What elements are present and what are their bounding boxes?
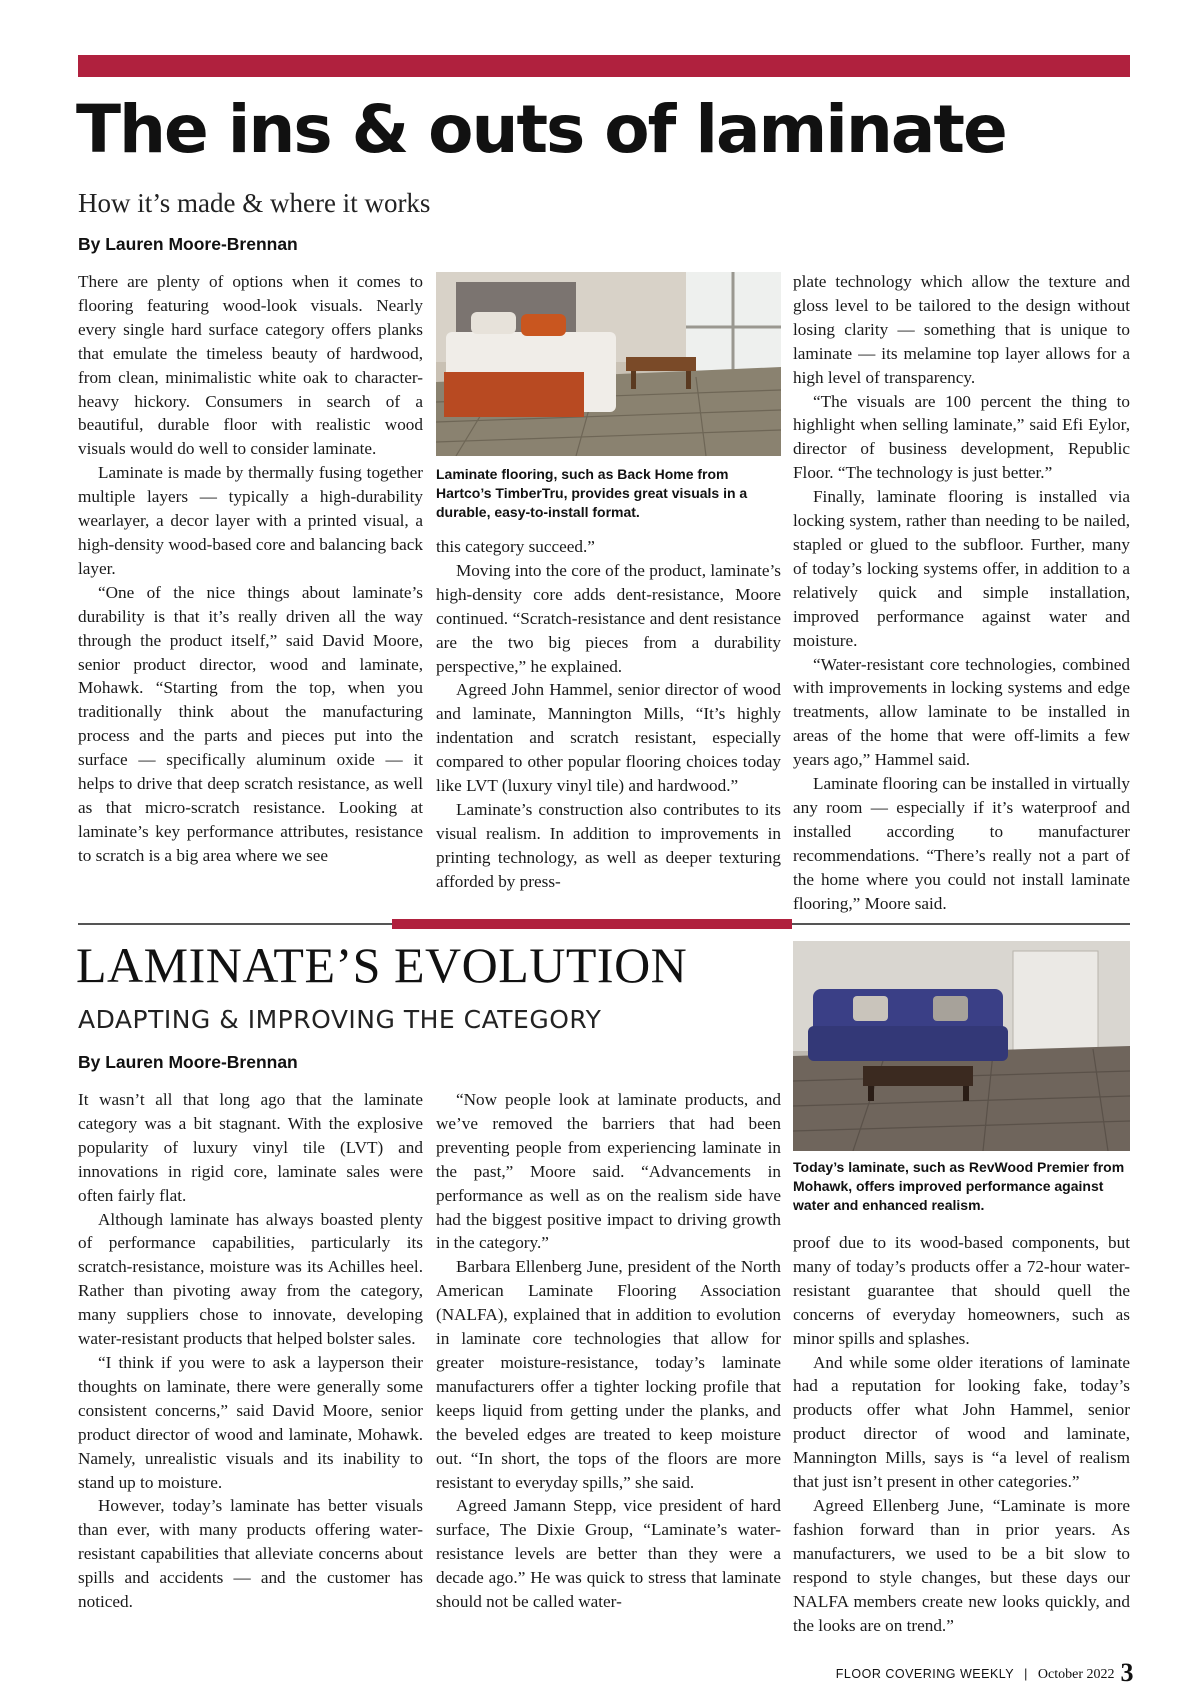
paragraph: Agreed Ellenberg June, “Laminate is more fashion forward than in prior years. As manufacturers, we used to be a bit slow to respond to style changes, but these days our NALFA members create new looks quickly, and the looks are on trend.” [793, 1495, 1130, 1635]
section-divider-accent [392, 919, 792, 929]
photo-caption: Today’s laminate, such as RevWood Premier from Mohawk, offers improved performance against water and enhanced realism. [793, 1159, 1125, 1213]
paragraph: plate technology which allow the texture and gloss level to be tailored to the design without losing clarity — something that is unique to laminate — its melamine top layer allows for a high level of transparency. [793, 272, 1130, 387]
article2-column-3 [793, 1231, 1130, 1637]
article2-column-1 [78, 1088, 423, 1614]
paragraph: “Water-resistant core technologies, combined with improvements in locking systems and edge treatments, allow laminate to be installed in areas of the home that were off-limits a few years ago,” Hammel said. [793, 654, 1130, 770]
living-room-laminate-photo [793, 941, 1130, 1151]
paragraph: “One of the nice things about laminate’s durability is that it’s really driven all the way through the product itself,” said David Moore, senior product director, wood and laminate, Mohawk. “Starting from the top, when you traditionally think about the manufacturing process and the parts and pieces put into the surface — specifically aluminum oxide — it helps to drive that deep scratch resistance, as well as that micro-scratch resistance. Looking at laminate’s key performance attributes, resistance to scratch is a big area where we see [78, 582, 423, 865]
publication-name: FLOOR COVERING WEEKLY [835, 1667, 1015, 1681]
paragraph: Agreed John Hammel, senior director of wood and laminate, Mannington Mills, “It’s highly indentation and scratch resistant, especially compared to other popular flooring choices today like LVT (luxury vinyl tile) and hardwood.” [436, 680, 781, 796]
paragraph: “The visuals are 100 percent the thing to highlight when selling laminate,” said Efi Eylor, director of business development, Republic Floor. “The technology is just better.” [793, 391, 1130, 483]
paragraph: Laminate flooring can be installed in virtually any room — especially if it’s waterproof and installed according to manufacturer recommendations. “There’s really not a part of the home where you could not install laminate flooring,” Moore said. [793, 774, 1130, 913]
paragraph: Barbara Ellenberg June, president of the North American Laminate Flooring Association (NALFA), explained that in addition to evolution in laminate core technologies that allow for greater moisture-resistance, today’s laminate manufacturers offer a tighter locking profile that keeps liquid from getting under the planks, and the beveled edges are treated to keep moisture out. “In short, the tops of the floors are more resistant to everyday spills,” she said. [436, 1257, 781, 1492]
paragraph: Although laminate has always boasted plenty of performance capabilities, particularly its scratch-resistance, moisture was its Achilles heel. Rather than pivoting away from the category, many suppliers chose to innovate, developing water-resistant products that helped bolster sales. [78, 1209, 423, 1349]
paragraph: “Now people look at laminate products, and we’ve removed the barriers that had been preventing people from experiencing laminate in the past,” Moore said. “Advancements in performance as well as on the realism side have had the biggest positive impact to driving growth in the category.” [436, 1090, 781, 1253]
footer-separator: | [1024, 1667, 1028, 1681]
paragraph: Moving into the core of the product, laminate’s high-density core adds dent-resistance, Moore continued. “Scratch-resistance and dent resistance are the two big pieces from a durability perspective,” he explained. [436, 560, 781, 676]
article2-column-2 [436, 1088, 781, 1614]
photo-caption: Laminate flooring, such as Back Home from Hartco’s TimberTru, provides great visuals in a durable, easy-to-install format. [436, 466, 748, 520]
paragraph: Laminate is made by thermally fusing together multiple layers — typically a high-durability wearlayer, a decor layer with a printed visual, a high-density wood-based core and balancing back layer. [78, 463, 423, 578]
paragraph: Finally, laminate flooring is installed via locking system, rather than needing to be nailed, stapled or glued to the subfloor. Further, many of today’s locking systems offer, in addition to a relatively quick and simple installation, improved performance against water and moisture. [793, 487, 1130, 650]
section-subtitle: ADAPTING & IMPROVING THE CATEGORY [78, 1005, 602, 1034]
paragraph: Agreed Jamann Stepp, vice president of hard surface, The Dixie Group, “Laminate’s water-resistance levels are better than they were a decade ago.” He was quick to stress that laminate should not be called water- [436, 1496, 781, 1612]
article-title: The ins & outs of laminate [76, 91, 1006, 168]
section-byline: By Lauren Moore-Brennan [78, 1052, 298, 1072]
issue-date: October 2022 [1037, 1667, 1115, 1682]
page-number: 3 [1120, 1658, 1134, 1687]
paragraph: There are plenty of options when it comes to flooring featuring wood-look visuals. Nearly every single hard surface category offers planks that emulate the timeless beauty of hardwood, from clean, minimalistic white oak to character-heavy hickory. Consumers in search of a beautiful, durable floor with realistic wood visuals would do well to consider laminate. [78, 272, 423, 459]
section-title: LAMINATE’S EVOLUTION [76, 937, 688, 993]
paragraph: It wasn’t all that long ago that the laminate category was a bit stagnant. With the explosive popularity of luxury vinyl tile (LVT) and innovations in rigid core, laminate sales were often fairly flat. [78, 1090, 423, 1205]
paragraph: And while some older iterations of laminate had a reputation for looking fake, today’s products offer what John Hammel, senior product director of wood and laminate, Mannington Mills, says is “a level of realism that just isn’t present in other categories.” [793, 1352, 1130, 1492]
header-accent-bar [78, 55, 1130, 77]
article1-column-2 [436, 535, 781, 894]
paragraph: “I think if you were to ask a layperson their thoughts on laminate, there were generally some consistent concerns,” said David Moore, senior product director of wood and laminate, Mohawk. Namely, unrealistic visuals and its inability to stand up to moisture. [78, 1352, 423, 1492]
article-subtitle: How it’s made & where it works [78, 188, 431, 218]
bedroom-laminate-photo [436, 272, 781, 456]
article1-column-1 [78, 270, 423, 868]
article1-column-3 [793, 270, 1130, 915]
paragraph: proof due to its wood-based components, but many of today’s products offer a 72-hour water-resistant guarantee that should quell the concerns of everyday homeowners, such as minor spills and splashes. [793, 1233, 1130, 1348]
paragraph: However, today’s laminate has better visuals than ever, with many products offering water-resistant capabilities that alleviate concerns about spills and accidents — and the customer has noticed. [78, 1496, 423, 1612]
paragraph: Laminate’s construction also contributes to its visual realism. In addition to improvements in printing technology, as well as deeper texturing afforded by press- [436, 799, 781, 891]
article-byline: By Lauren Moore-Brennan [78, 234, 298, 254]
paragraph: this category succeed.” [436, 537, 595, 556]
